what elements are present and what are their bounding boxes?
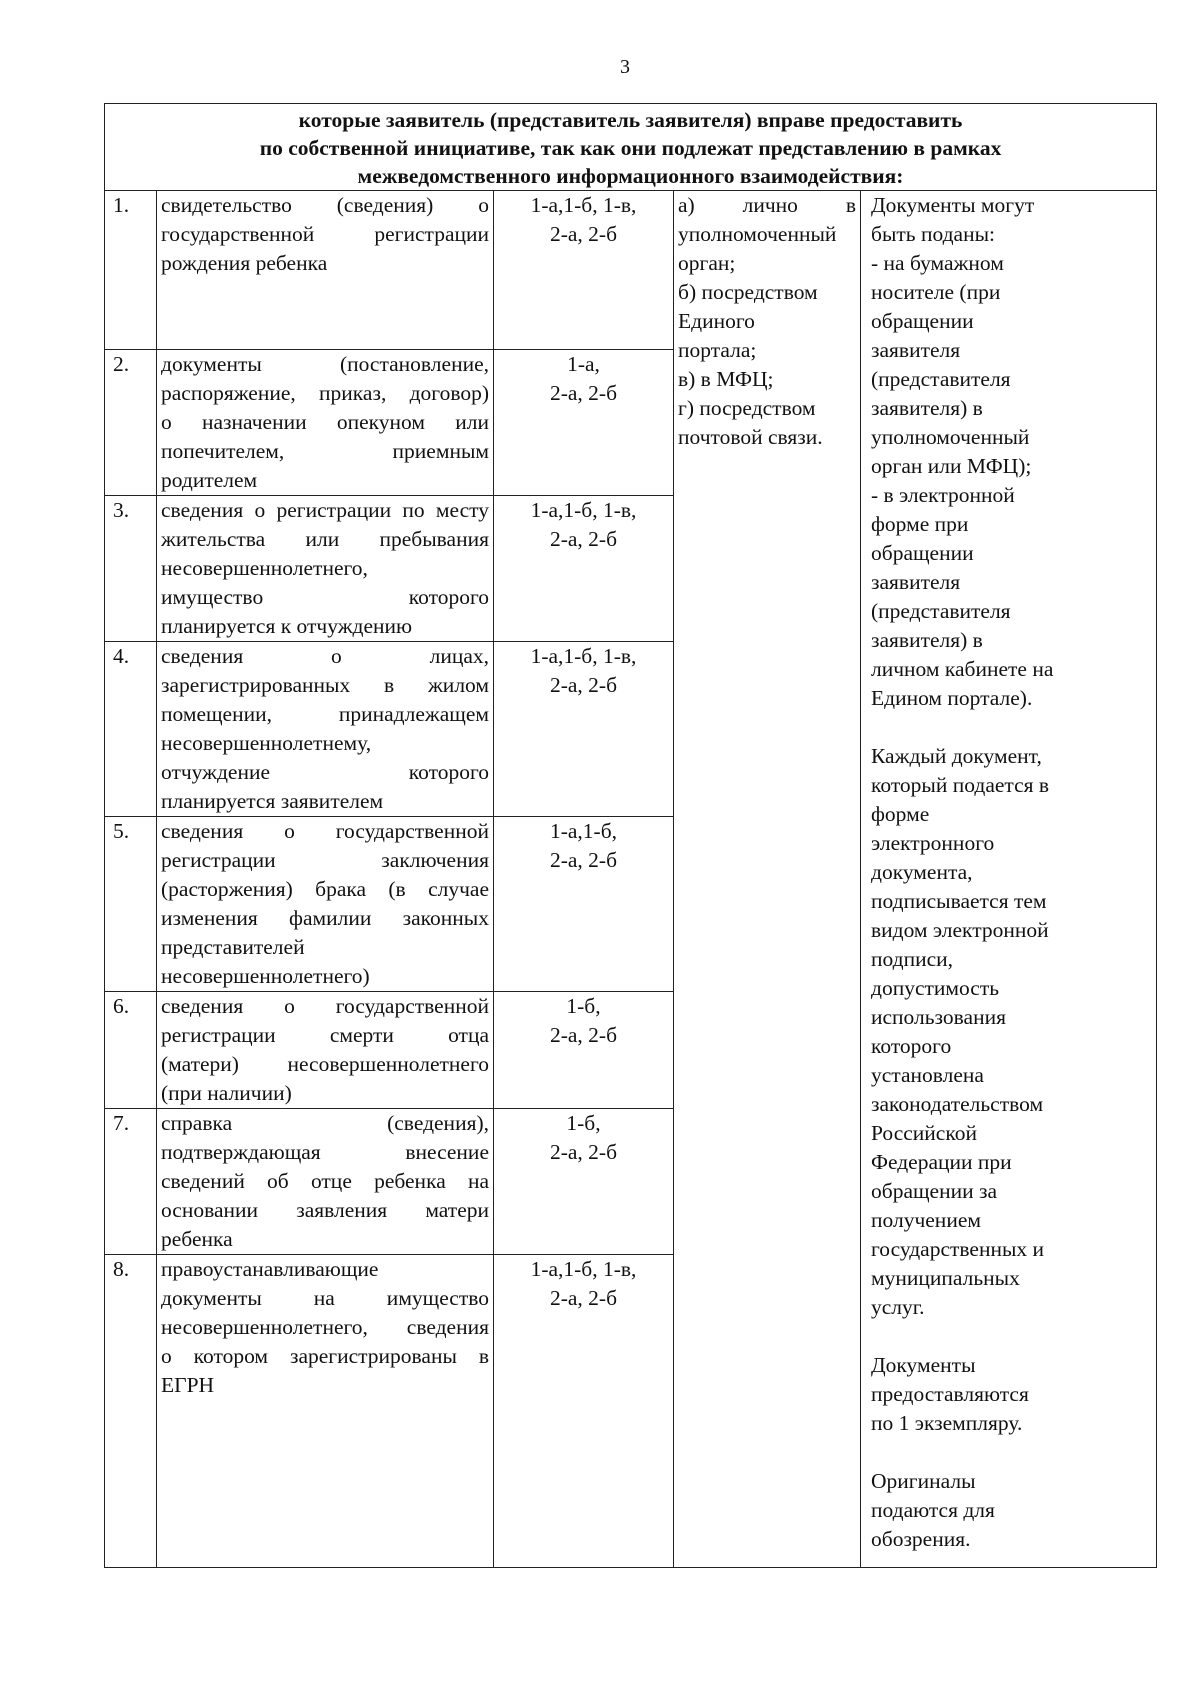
notes-line: заявителя	[871, 338, 961, 362]
document-name-line: сведения о регистрации по месту	[161, 498, 489, 522]
notes-line: форме	[871, 802, 930, 826]
document-code-line: 2-а, 2-б	[549, 673, 618, 697]
notes-line: Каждый документ,	[871, 744, 1042, 768]
notes-paragraph	[871, 1467, 1152, 1554]
document-code-line: 1-а,	[567, 352, 600, 376]
document-codes	[494, 1109, 674, 1255]
notes-line: Документы	[871, 1353, 976, 1377]
submission-method-line: г) посредством	[678, 396, 816, 420]
notes-line: подписывается тем	[871, 889, 1047, 913]
document-codes	[494, 992, 674, 1109]
page-number: 3	[620, 56, 630, 78]
row-number: 3.	[105, 496, 157, 642]
table-header-row	[105, 104, 1157, 191]
document-name-line: подтверждающая внесение	[161, 1140, 489, 1164]
notes-line: государственных и	[871, 1237, 1045, 1261]
document-code-line: 2-а, 2-б	[549, 1140, 618, 1164]
notes-line: Оригиналы	[871, 1469, 976, 1493]
document-codes	[494, 817, 674, 992]
submission-method-line: портала;	[678, 338, 757, 362]
document-name	[157, 496, 494, 642]
notes-line: заявителя	[871, 570, 961, 594]
document-name-line: свидетельство (сведения) о	[161, 193, 489, 217]
document-code-line: 1-а,1-б,	[549, 819, 618, 843]
document-code-line: 2-а, 2-б	[549, 1023, 618, 1047]
document-name-line: ребенка	[161, 1227, 233, 1251]
notes-line: (представителя	[871, 599, 1011, 623]
header-line: которые заявитель (представитель заявителя) вправе предоставить	[298, 108, 963, 132]
notes-line: видом электронной	[871, 918, 1049, 942]
submission-method-line: а) лично в	[678, 193, 856, 217]
document-name-line: государственной регистрации	[161, 222, 489, 246]
document-name-line: (при наличии)	[161, 1081, 292, 1105]
notes-line: Едином портале).	[871, 686, 1033, 710]
notes-line: который подается в	[871, 773, 1050, 797]
document-name-line: несовершеннолетнему,	[161, 731, 372, 755]
notes-line: обращении за	[871, 1179, 998, 1203]
document-code-line: 1-б,	[566, 994, 601, 1018]
document-name-line: ЕГРН	[161, 1373, 215, 1397]
document-name-line: справка (сведения),	[161, 1111, 489, 1135]
document-codes	[494, 350, 674, 496]
table-header	[105, 104, 1157, 191]
notes-line: орган или МФЦ);	[871, 454, 1032, 478]
submission-method-line: орган;	[678, 251, 736, 275]
document-code-line: 1-а,1-б, 1-в,	[530, 193, 637, 217]
document-name-line: сведения о государственной	[161, 994, 489, 1018]
notes-line: заявителя) в	[871, 396, 983, 420]
document-code-line: 1-а,1-б, 1-в,	[530, 644, 637, 668]
notes-line: быть поданы:	[871, 222, 996, 246]
document-name	[157, 191, 494, 350]
notes-line: Российской	[871, 1121, 977, 1145]
notes-line: - на бумажном	[871, 251, 1004, 275]
document-code-line: 2-а, 2-б	[549, 222, 618, 246]
notes-line: - в электронной	[871, 483, 1015, 507]
notes-paragraph	[871, 742, 1152, 1322]
notes-line: предоставляются	[871, 1382, 1029, 1406]
document-name-line: зарегистрированных в жилом	[161, 673, 489, 697]
notes-line: обращении	[871, 541, 974, 565]
notes-line: (представителя	[871, 367, 1011, 391]
document-code-line: 1-б,	[566, 1111, 601, 1135]
document-name-line: сведений об отце ребенка на	[161, 1169, 489, 1193]
notes-line: подаются для	[871, 1498, 995, 1522]
document-name-line: о назначении опекуном или	[161, 410, 489, 434]
notes-line: Документы могут	[871, 193, 1035, 217]
notes-line: обозрения.	[871, 1527, 971, 1551]
documents-table	[104, 103, 1157, 1568]
notes-line: подписи,	[871, 947, 954, 971]
submission-method-line: в) в МФЦ;	[678, 367, 774, 391]
row-number: 5.	[105, 817, 157, 992]
document-codes	[494, 1255, 674, 1568]
document-name-line: попечителем, приемным	[161, 439, 489, 463]
document-name-line: изменения фамилии законных	[161, 906, 489, 930]
document-code-line: 1-а,1-б, 1-в,	[530, 498, 637, 522]
submission-method-line: б) посредством	[678, 280, 818, 304]
document-name-line: основании заявления матери	[161, 1198, 489, 1222]
document-name-line: жительства или пребывания	[161, 527, 489, 551]
row-number: 2.	[105, 350, 157, 496]
document-codes	[494, 496, 674, 642]
notes-line: заявителя) в	[871, 628, 983, 652]
document-name-line: сведения о лицах,	[161, 644, 489, 668]
document-name-line: отчуждение которого	[161, 760, 489, 784]
document-name-line: имущество которого	[161, 585, 489, 609]
document-code-line: 1-а,1-б, 1-в,	[530, 1257, 637, 1281]
document-code-line: 2-а, 2-б	[549, 527, 618, 551]
notes-line: Федерации при	[871, 1150, 1012, 1174]
document-name-line: регистрации смерти отца	[161, 1023, 489, 1047]
row-number: 6.	[105, 992, 157, 1109]
document-name-line: родителем	[161, 468, 258, 492]
submission-method-line: уполномоченный	[678, 222, 837, 246]
header-line: по собственной инициативе, так как они подлежат представлению в рамках	[259, 136, 1002, 160]
row-number: 8.	[105, 1255, 157, 1568]
document-name-line: несовершеннолетнего,	[161, 556, 368, 580]
document-name-line: несовершеннолетнего)	[161, 964, 370, 988]
row-number: 7.	[105, 1109, 157, 1255]
notes-line: форме при	[871, 512, 969, 536]
document-name-line: помещении, принадлежащем	[161, 702, 489, 726]
header-line: межведомственного информационного взаимодействия:	[357, 164, 904, 188]
submission-method-line: Единого	[678, 309, 755, 333]
document-name-line: рождения ребенка	[161, 251, 328, 275]
notes-line: законодательством	[871, 1092, 1044, 1116]
document-name	[157, 1109, 494, 1255]
submission-methods	[674, 191, 861, 1568]
document-name-line: сведения о государственной	[161, 819, 489, 843]
document-name-line: (матери) несовершеннолетнего	[161, 1052, 489, 1076]
document-codes	[494, 191, 674, 350]
document-name-line: документы на имущество	[161, 1286, 489, 1310]
notes-line: услуг.	[871, 1295, 925, 1319]
document-name-line: правоустанавливающие	[161, 1257, 379, 1281]
notes-line: муниципальных	[871, 1266, 1020, 1290]
document-name-line: регистрации заключения	[161, 848, 489, 872]
document-name	[157, 350, 494, 496]
document-code-line: 2-а, 2-б	[549, 848, 618, 872]
document-name-line: распоряжение, приказ, договор)	[161, 381, 489, 405]
notes-line: установлена	[871, 1063, 984, 1087]
row-number: 4.	[105, 642, 157, 817]
notes-line: обращении	[871, 309, 974, 333]
notes-line: допустимость	[871, 976, 1000, 1000]
row-number: 1.	[105, 191, 157, 350]
notes-line: получением	[871, 1208, 981, 1232]
document-name-line: документы (постановление,	[161, 352, 489, 376]
notes-line: использования	[871, 1005, 1006, 1029]
notes-paragraph	[871, 1351, 1152, 1438]
notes-paragraph	[871, 191, 1152, 713]
document-name-line: планируется заявителем	[161, 789, 384, 813]
document-codes	[494, 642, 674, 817]
notes-line: документа,	[871, 860, 973, 884]
submission-notes	[861, 191, 1157, 1568]
submission-method-line: почтовой связи.	[678, 425, 823, 449]
notes-line: по 1 экземпляру.	[871, 1411, 1023, 1435]
notes-line: которого	[871, 1034, 952, 1058]
table-row	[105, 191, 1157, 350]
document-code-line: 2-а, 2-б	[549, 381, 618, 405]
document-name-line: планируется к отчуждению	[161, 614, 413, 638]
document-name-line: о котором зарегистрированы в	[161, 1344, 489, 1368]
notes-line: носителе (при	[871, 280, 1001, 304]
document-name-line: представителей	[161, 935, 305, 959]
notes-line: личном кабинете на	[871, 657, 1054, 681]
document-name	[157, 642, 494, 817]
document-name-line: (расторжения) брака (в случае	[161, 877, 489, 901]
document-name	[157, 1255, 494, 1568]
document-code-line: 2-а, 2-б	[549, 1286, 618, 1310]
notes-line: уполномоченный	[871, 425, 1030, 449]
document-name	[157, 817, 494, 992]
document-name-line: несовершеннолетнего, сведения	[161, 1315, 489, 1339]
document-name	[157, 992, 494, 1109]
notes-line: электронного	[871, 831, 995, 855]
